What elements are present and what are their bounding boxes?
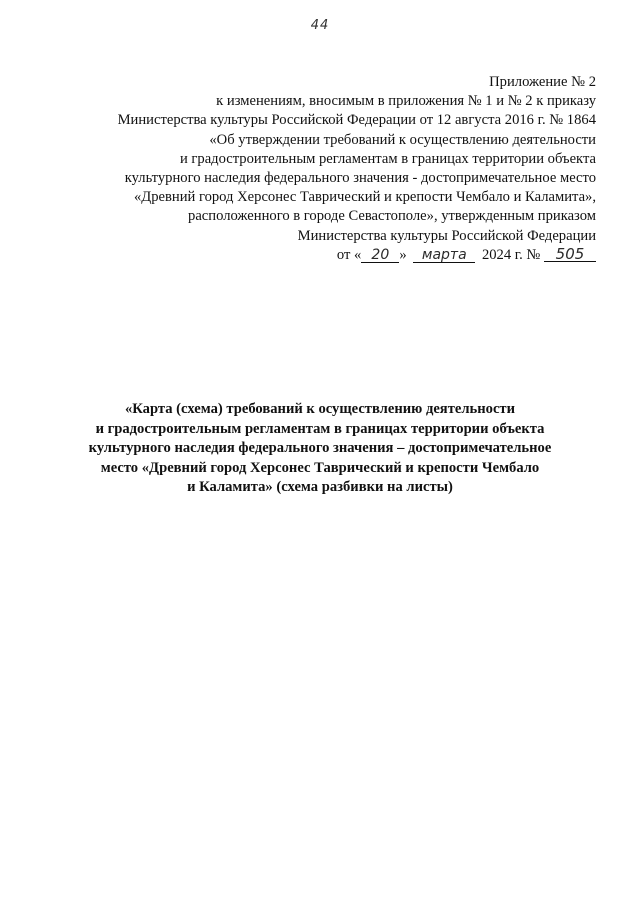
appendix-line: «Древний город Херсонес Таврический и крепости Чембало и Каламита», — [133, 189, 596, 206]
appendix-line: к изменениям, вносимым в приложения № 1 и № 2 к приказу — [216, 93, 596, 110]
title-line: культурного наследия федерального значения – достопримечательное — [88, 440, 552, 457]
appendix-label: Приложение № 2 — [489, 74, 596, 90]
title-line: место «Древний город Херсонес Таврический и крепости Чембало — [100, 459, 540, 476]
appendix-header — [36, 73, 596, 265]
title-line: и градостроительным регламентам в границах территории объекта — [95, 420, 545, 437]
handwritten-day: 20 — [361, 248, 399, 263]
date-prefix: от « — [336, 246, 362, 263]
date-quote-close: » — [399, 246, 407, 263]
page-number: 44 — [310, 18, 330, 33]
appendix-line: Министерства культуры Российской Федерации — [297, 227, 596, 244]
appendix-line: «Об утверждении требований к осуществлению деятельности — [209, 131, 596, 148]
order-date-line — [36, 246, 596, 265]
appendix-line: культурного наследия федерального значения - достопримечательное место — [124, 170, 596, 187]
handwritten-month: марта — [413, 248, 475, 263]
date-year: 2024 г. № — [481, 246, 541, 263]
appendix-line: Министерства культуры Российской Федерации от 12 августа 2016 г. № 1864 — [117, 112, 596, 129]
handwritten-order-number: 505 — [544, 247, 596, 262]
title-line: «Карта (схема) требований к осуществлению деятельности — [124, 401, 516, 417]
title-line: и Каламита» (схема разбивки на листы) — [187, 479, 453, 496]
document-title — [60, 400, 580, 498]
appendix-line: расположенного в городе Севастополе», утвержденным приказом — [188, 208, 596, 225]
appendix-line: и градостроительным регламентам в границах территории объекта — [179, 150, 596, 167]
